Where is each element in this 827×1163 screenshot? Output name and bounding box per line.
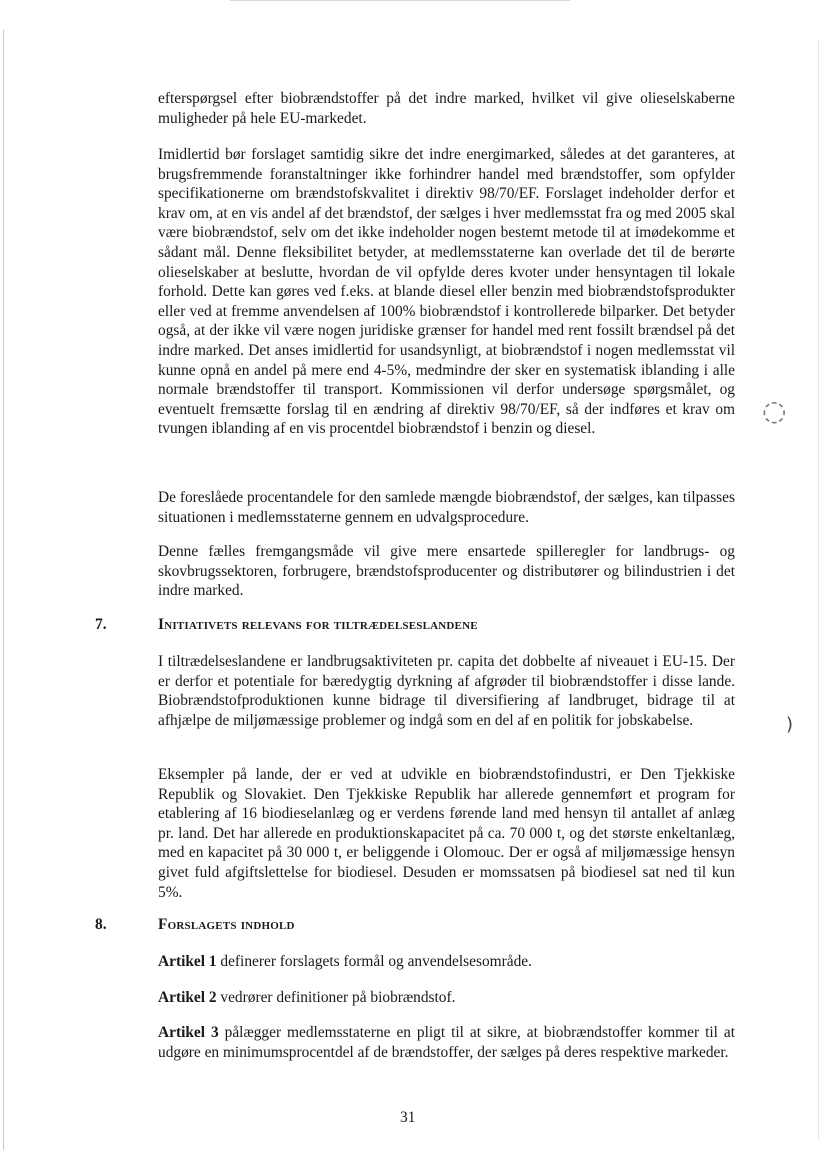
article-3-paragraph [158,1023,735,1062]
paragraph-continuation: efterspørgsel efter biobrændstoffer på det indre marked, hvilket vil give olieselskaberne muligheder på hele EU-markedet. [158,90,735,127]
scan-left-margin-line [3,30,4,1150]
article-2-text: vedrører definitioner på biobrændstof. [216,989,456,1006]
article-2-paragraph [158,988,735,1008]
scan-bracket-mark-icon: ) [786,714,794,735]
section-7-number: 7. [95,616,107,633]
scan-top-line [230,0,570,1]
paragraph-common-approach: Denne fælles fremgangsmåde vil give mere ensartede spilleregler for landbrugs- og skovbrugssektoren, forbrugere, brændstofsproducenter og distributører og bilindustrien i det indre marked. [158,543,735,600]
scan-right-margin-line [818,40,819,1140]
article-1-text: definerer forslagets formål og anvendelsesområde. [216,953,532,970]
section-8-number: 8. [95,916,107,933]
page-number: 31 [400,1109,416,1126]
paragraph-examples: Eksempler på lande, der er ved at udvikle en biobrændstofindustri, er Den Tjekkiske Republik og Slovakiet. Den Tjekkiske Republik har allerede gennemført et program for etablering af 16 biodieselanlæg og er verdens førende land med hensyn til antallet af anlæg pr. land. Det har allerede en produktionskapacitet på ca. 70 000 t, og det største enkeltanlæg, med en kapacitet på 30 000 t, er beliggende i Olomouc. Der er også af miljømæssige hensyn givet fuld afgiftslettelse for biodiesel. Desuden er momssatsen på biodiesel sat ned til kun 5%. [158,766,735,901]
section-7-title: Initiativets relevans for tiltrædelseslandene [158,616,478,633]
article-3-label: Artikel 3 [158,1024,219,1041]
paragraph-accession-countries: I tiltrædelseslandene er landbrugsaktiviteten pr. capita det dobbelte af niveauet i EU-15. Der er derfor et potentiale for bæredygtig dyrkning af afgrøder til biobrændstoffer i disse lande. Biobrændstofproduktionen kunne bidrage til diversifiering af landbruget, bidrage til at afhjælpe de miljømæssige problemer og indgå som en del af en politik for jobskabelse. [158,653,735,729]
article-1-label: Artikel 1 [158,953,217,970]
paragraph-percentages: De foreslåede procentandele for den samlede mængde biobrændstof, der sælges, kan tilpasses situationen i medlemsstaterne gennem en udvalgsprocedure. [158,489,735,526]
section-8-title: Forslagets indhold [158,916,295,933]
article-1-paragraph [158,952,735,972]
article-2-label: Artikel 2 [158,989,217,1006]
scan-punch-mark-icon: ◌ [762,394,787,427]
article-3-text: pålægger medlemsstaterne en pligt til at sikre, at biobrændstoffer kommer til at udgøre en minimumsprocentdel af de brændstoffer, der sælges på deres respektive markeder. [158,1024,735,1061]
paragraph-energy-market: Imidlertid bør forslaget samtidig sikre det indre energimarked, således at det garanteres, at brugsfremmende foranstaltninger ikke forhindrer handel med brændstoffer, som opfylder specifikationerne om brændstofskvalitet i direktiv 98/70/EF. Forslaget indeholder derfor et krav om, at en vis andel af det brændstof, der sælges i hver medlemsstat fra og med 2005 skal være biobrændstof, selv om det ikke indeholder nogen bestemt metode til at imødekomme et sådant mål. Denne fleksibilitet betyder, at medlemsstaterne kan overlade det til de berørte olieselskaber at beslutte, hvordan de vil opfylde deres kvoter under hensyntagen til lokale forhold. Dette kan gøres ved f.eks. at blande diesel eller benzin med biobrændstofsprodukter eller ved at fremme anvendelsen af 100% biobrændstof i kontrollerede bilparker. Det betyder også, at der ikke vil være nogen juridiske grænser for handel med rent fossilt brændsel på det indre marked. Det anses imidlertid for usandsynligt, at biobrændstof i nogen medlemsstat vil kunne opnå en andel på mere end 4-5%, medmindre der sker en systematisk iblanding i alle normale brændstoffer til transport. Kommissionen vil derfor undersøge spørgsmålet, og eventuelt fremsætte forslag til en ændring af direktiv 98/70/EF, så der indføres et krav om tvungen iblanding af en vis procentdel biobrændstof i benzin og diesel. [158,146,736,438]
